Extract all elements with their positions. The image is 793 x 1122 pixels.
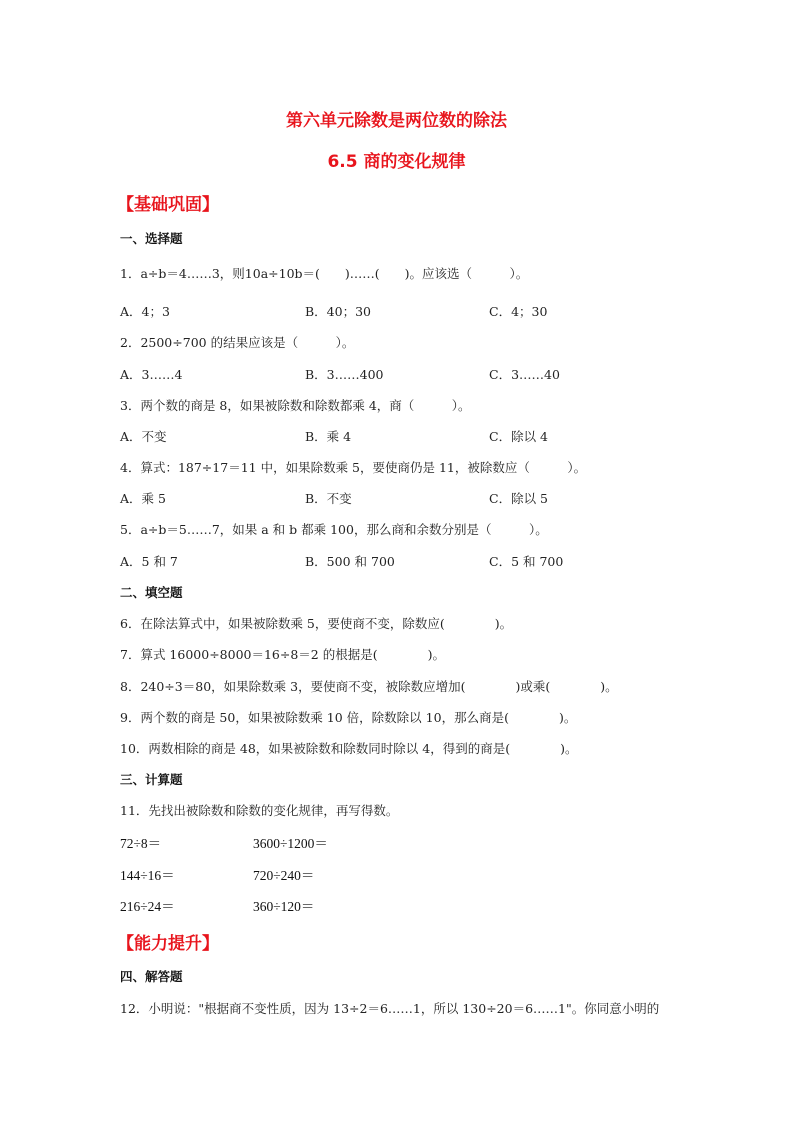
q4-option-b: B．不变: [305, 491, 352, 506]
question-10: 10．两数相除的商是 48，如果被除数和除数同时除以 4，得到的商是( )。: [120, 741, 578, 756]
q3-option-b: B．乘 4: [305, 429, 352, 444]
calc-left-3: 216÷24＝: [120, 899, 175, 914]
question-3: 3．两个数的商是 8，如果被除数和除数都乘 4，商（ ）。: [120, 398, 471, 413]
q1-option-b: B．40；30: [305, 304, 371, 319]
q2-option-a: A．3……4: [120, 367, 183, 382]
q4-option-c: C．除以 5: [489, 491, 548, 506]
question-6: 6．在除法算式中，如果被除数乘 5，要使商不变，除数应( )。: [120, 616, 513, 631]
question-1: 1．a÷b＝4……3，则10a÷10b＝( )……( )。应该选（ ）。: [120, 266, 529, 281]
section-heading-choice: 一、选择题: [120, 231, 183, 246]
question-12: 12．小明说："根据商不变性质，因为 13÷2＝6……1，所以 130÷20＝6……1"。你同意小明的: [120, 1001, 660, 1016]
section-heading-calc: 三、计算题: [120, 772, 183, 787]
q4-option-a: A．乘 5: [120, 491, 166, 506]
section-heading-answer: 四、解答题: [120, 969, 183, 984]
calc-left-2: 144÷16＝: [120, 868, 175, 883]
q3-option-a: A．不变: [120, 429, 167, 444]
part-heading-advanced: 【能力提升】: [117, 934, 219, 954]
calc-right-2: 720÷240＝: [253, 868, 315, 883]
question-7: 7．算式 16000÷8000＝16÷8＝2 的根据是( )。: [120, 647, 445, 662]
q5-option-c: C．5 和 700: [489, 554, 564, 569]
question-2: 2．2500÷700 的结果应该是（ ）。: [120, 335, 355, 350]
q3-option-c: C．除以 4: [489, 429, 548, 444]
document-title: 第六单元除数是两位数的除法: [286, 111, 507, 131]
question-11: 11．先找出被除数和除数的变化规律，再写得数。: [120, 803, 399, 818]
calc-right-1: 3600÷1200＝: [253, 836, 328, 851]
q5-option-a: A．5 和 7: [120, 554, 178, 569]
calc-left-1: 72÷8＝: [120, 836, 162, 851]
calc-right-3: 360÷120＝: [253, 899, 315, 914]
q2-option-c: C．3……40: [489, 367, 560, 382]
lesson-subtitle: 6.5 商的变化规律: [327, 152, 466, 172]
q1-option-c: C．4；30: [489, 304, 548, 319]
q2-option-b: B．3……400: [305, 367, 384, 382]
q1-option-a: A．4；3: [120, 304, 170, 319]
question-4: 4．算式：187÷17＝11 中，如果除数乘 5，要使商仍是 11，被除数应（ ）。: [120, 460, 587, 475]
question-5: 5．a÷b＝5……7，如果 a 和 b 都乘 100，那么商和余数分别是（ ）。: [120, 522, 548, 537]
section-heading-fill: 二、填空题: [120, 585, 183, 600]
q5-option-b: B．500 和 700: [305, 554, 395, 569]
part-heading-basic: 【基础巩固】: [117, 195, 219, 215]
question-8: 8．240÷3＝80，如果除数乘 3，要使商不变，被除数应增加( )或乘( )。: [120, 679, 618, 694]
question-9: 9．两个数的商是 50，如果被除数乘 10 倍，除数除以 10，那么商是( )。: [120, 710, 577, 725]
